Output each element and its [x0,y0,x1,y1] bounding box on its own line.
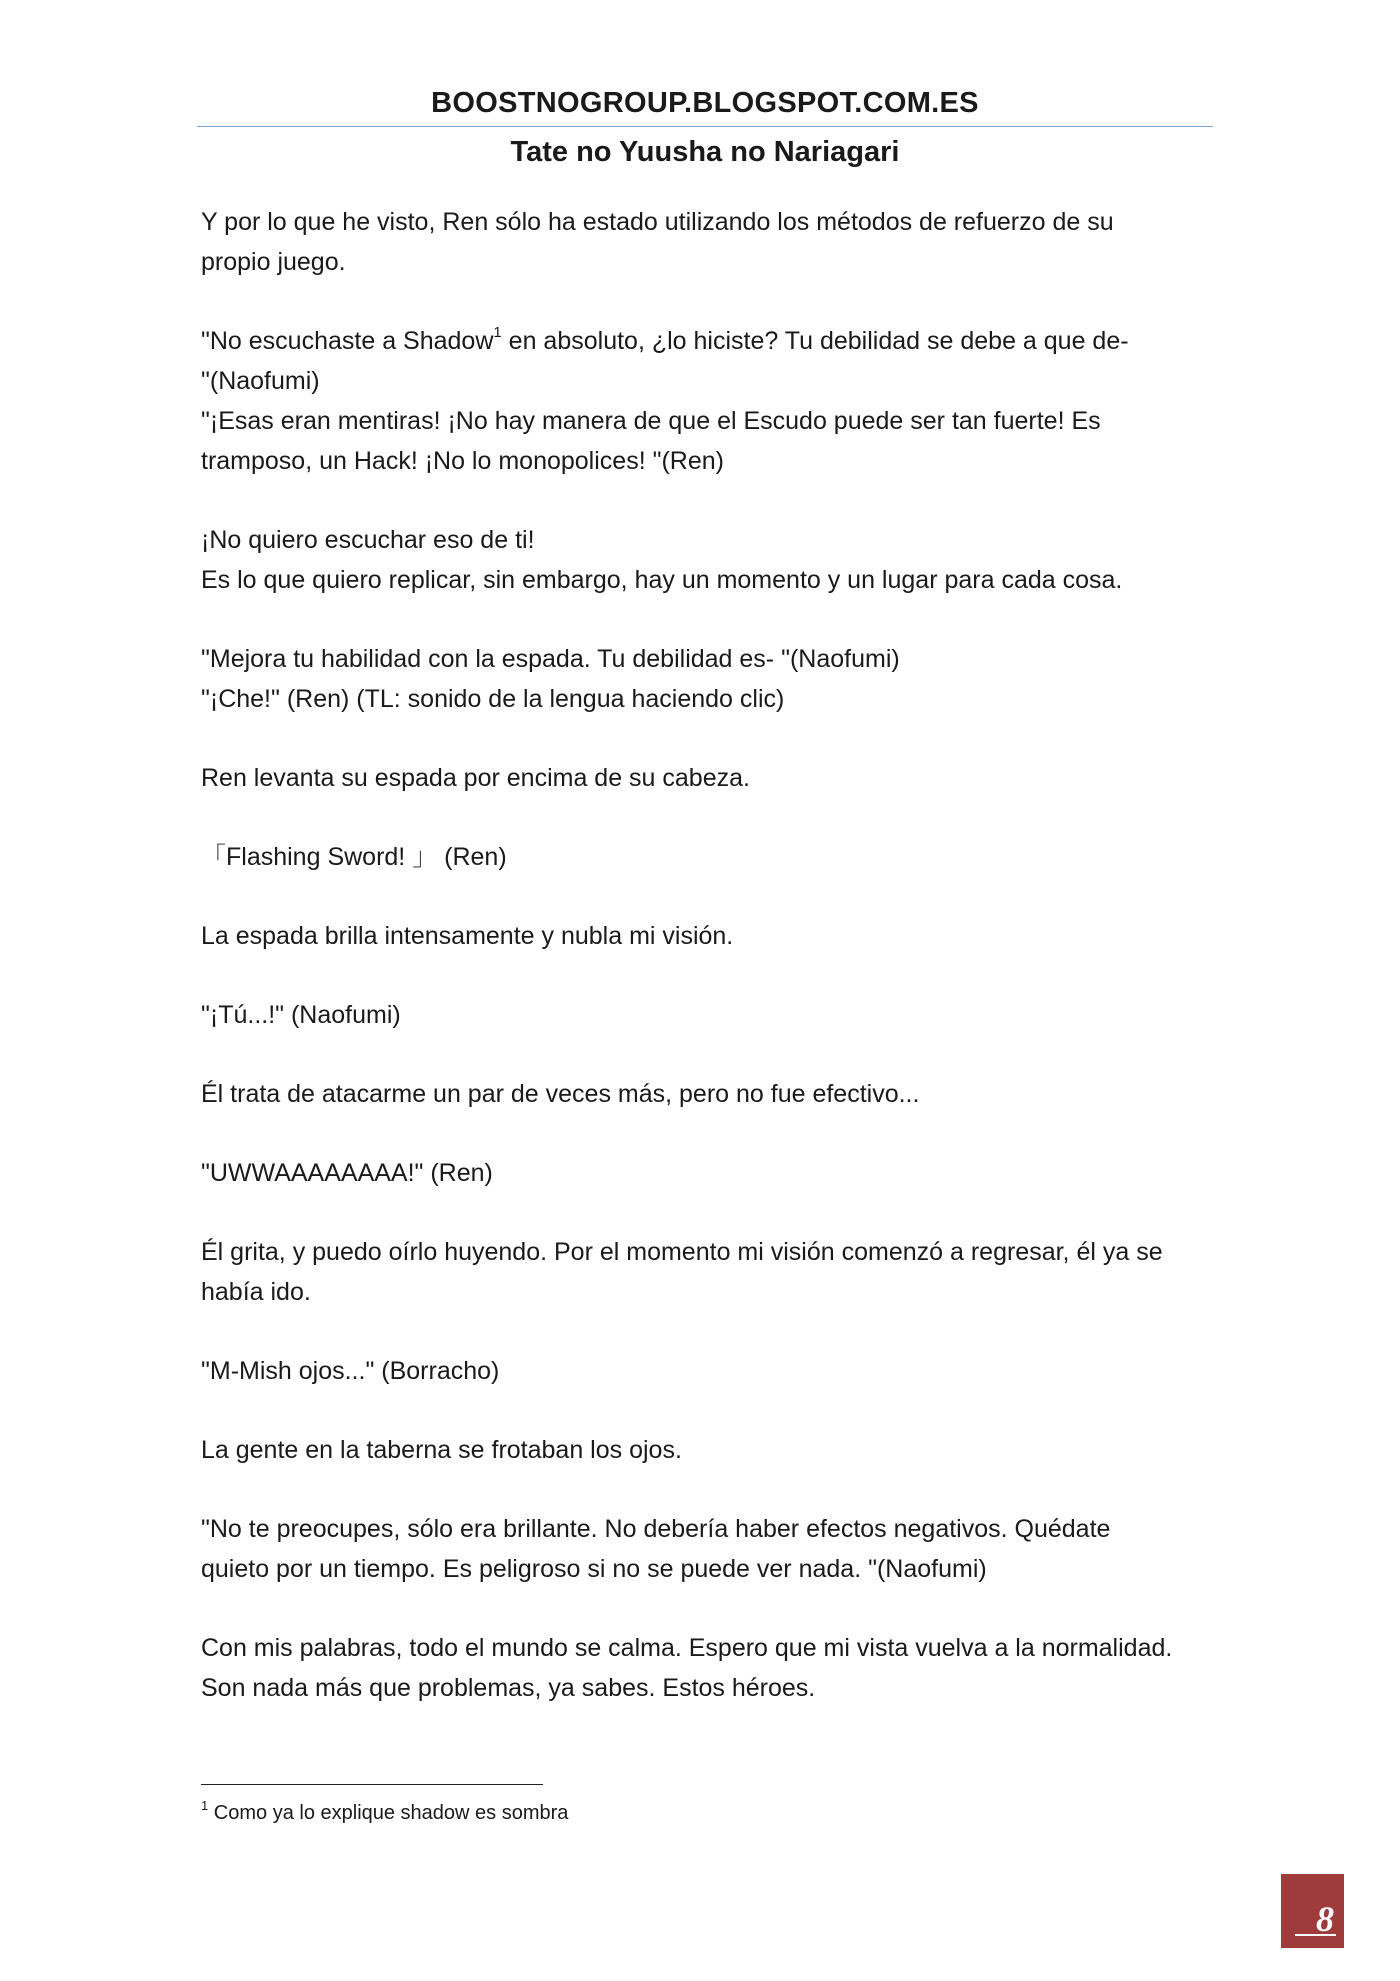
text-line: propio juego. [201,248,346,276]
paragraph-1 [201,202,1213,282]
paragraph-7 [201,916,1213,956]
text-line: Es lo que quiero replicar, sin embargo, hay un momento y un lugar para cada cosa. [201,566,1123,594]
paragraph-3 [201,520,1213,600]
paragraph-4 [201,639,1213,719]
text-line: "¡Esas eran mentiras! ¡No hay manera de que el Escudo puede ser tan fuerte! Es [201,407,1101,435]
paragraph-13 [201,1430,1213,1470]
paragraph-11 [201,1232,1213,1312]
text-line: Él trata de atacarme un par de veces más, pero no fue efectivo... [201,1080,920,1108]
text-segment: en absoluto, ¿lo hiciste? Tu debilidad se debe a que de- [501,327,1129,355]
page-number-box [1281,1874,1344,1948]
text-segment: "No escuchaste a Shadow [201,327,494,355]
paragraph-6 [201,837,1213,877]
paragraph-8 [201,995,1213,1035]
paragraph-12 [201,1351,1213,1391]
footnote-text: Como ya lo explique shadow es sombra [208,1802,569,1824]
text-line: "¡Tú...!" (Naofumi) [201,1001,401,1029]
text-line: quieto por un tiempo. Es peligroso si no se puede ver nada. "(Naofumi) [201,1555,987,1583]
text-line: Son nada más que problemas, ya sabes. Estos héroes. [201,1674,816,1702]
footnote-marker: 1 [201,1798,209,1813]
text-line: Y por lo que he visto, Ren sólo ha estado utilizando los métodos de refuerzo de su [201,208,1114,236]
text-line: ¡No quiero escuchar eso de ti! [201,526,535,554]
paragraph-10 [201,1153,1213,1193]
page-header [197,84,1213,171]
text-line: "No te preocupes, sólo era brillante. No debería haber efectos negativos. Quédate [201,1515,1111,1543]
book-title: Tate no Yuusha no Nariagari [510,136,900,168]
footnote [201,1800,568,1826]
paragraph-2 [201,321,1213,481]
text-line: "(Naofumi) [201,367,320,395]
paragraph-15 [201,1628,1213,1708]
paragraph-5 [201,758,1213,798]
text-line: "M-Mish ojos..." (Borracho) [201,1357,500,1385]
body-text [201,202,1213,1747]
text-line: Él grita, y puedo oírlo huyendo. Por el momento mi visión comenzó a regresar, él ya se [201,1238,1163,1266]
page-number: 8 [1316,1899,1334,1939]
footnote-rule [201,1784,543,1785]
text-line: 「Flashing Sword! 」 (Ren) [201,843,507,871]
paragraph-14 [201,1509,1213,1589]
text-line: La gente en la taberna se frotaban los ojos. [201,1436,682,1464]
header-rule [197,126,1213,127]
page-number-underline [1295,1934,1336,1936]
text-line: "UWWAAAAAAAA!" (Ren) [201,1159,493,1187]
text-line: Ren levanta su espada por encima de su cabeza. [201,764,750,792]
site-title: BOOSTNOGROUP.BLOGSPOT.COM.ES [431,87,979,119]
text-line: La espada brilla intensamente y nubla mi visión. [201,922,734,950]
footnote-reference[interactable]: 1 [493,324,502,341]
text-line: "Mejora tu habilidad con la espada. Tu debilidad es- "(Naofumi) [201,645,900,673]
paragraph-9 [201,1074,1213,1114]
text-line: había ido. [201,1278,311,1306]
text-line: tramposo, un Hack! ¡No lo monopolices! "(Ren) [201,447,724,475]
text-line: Con mis palabras, todo el mundo se calma. Espero que mi vista vuelva a la normalidad. [201,1634,1173,1662]
text-line [201,321,1213,361]
text-line: "¡Che!" (Ren) (TL: sonido de la lengua haciendo clic) [201,685,785,713]
